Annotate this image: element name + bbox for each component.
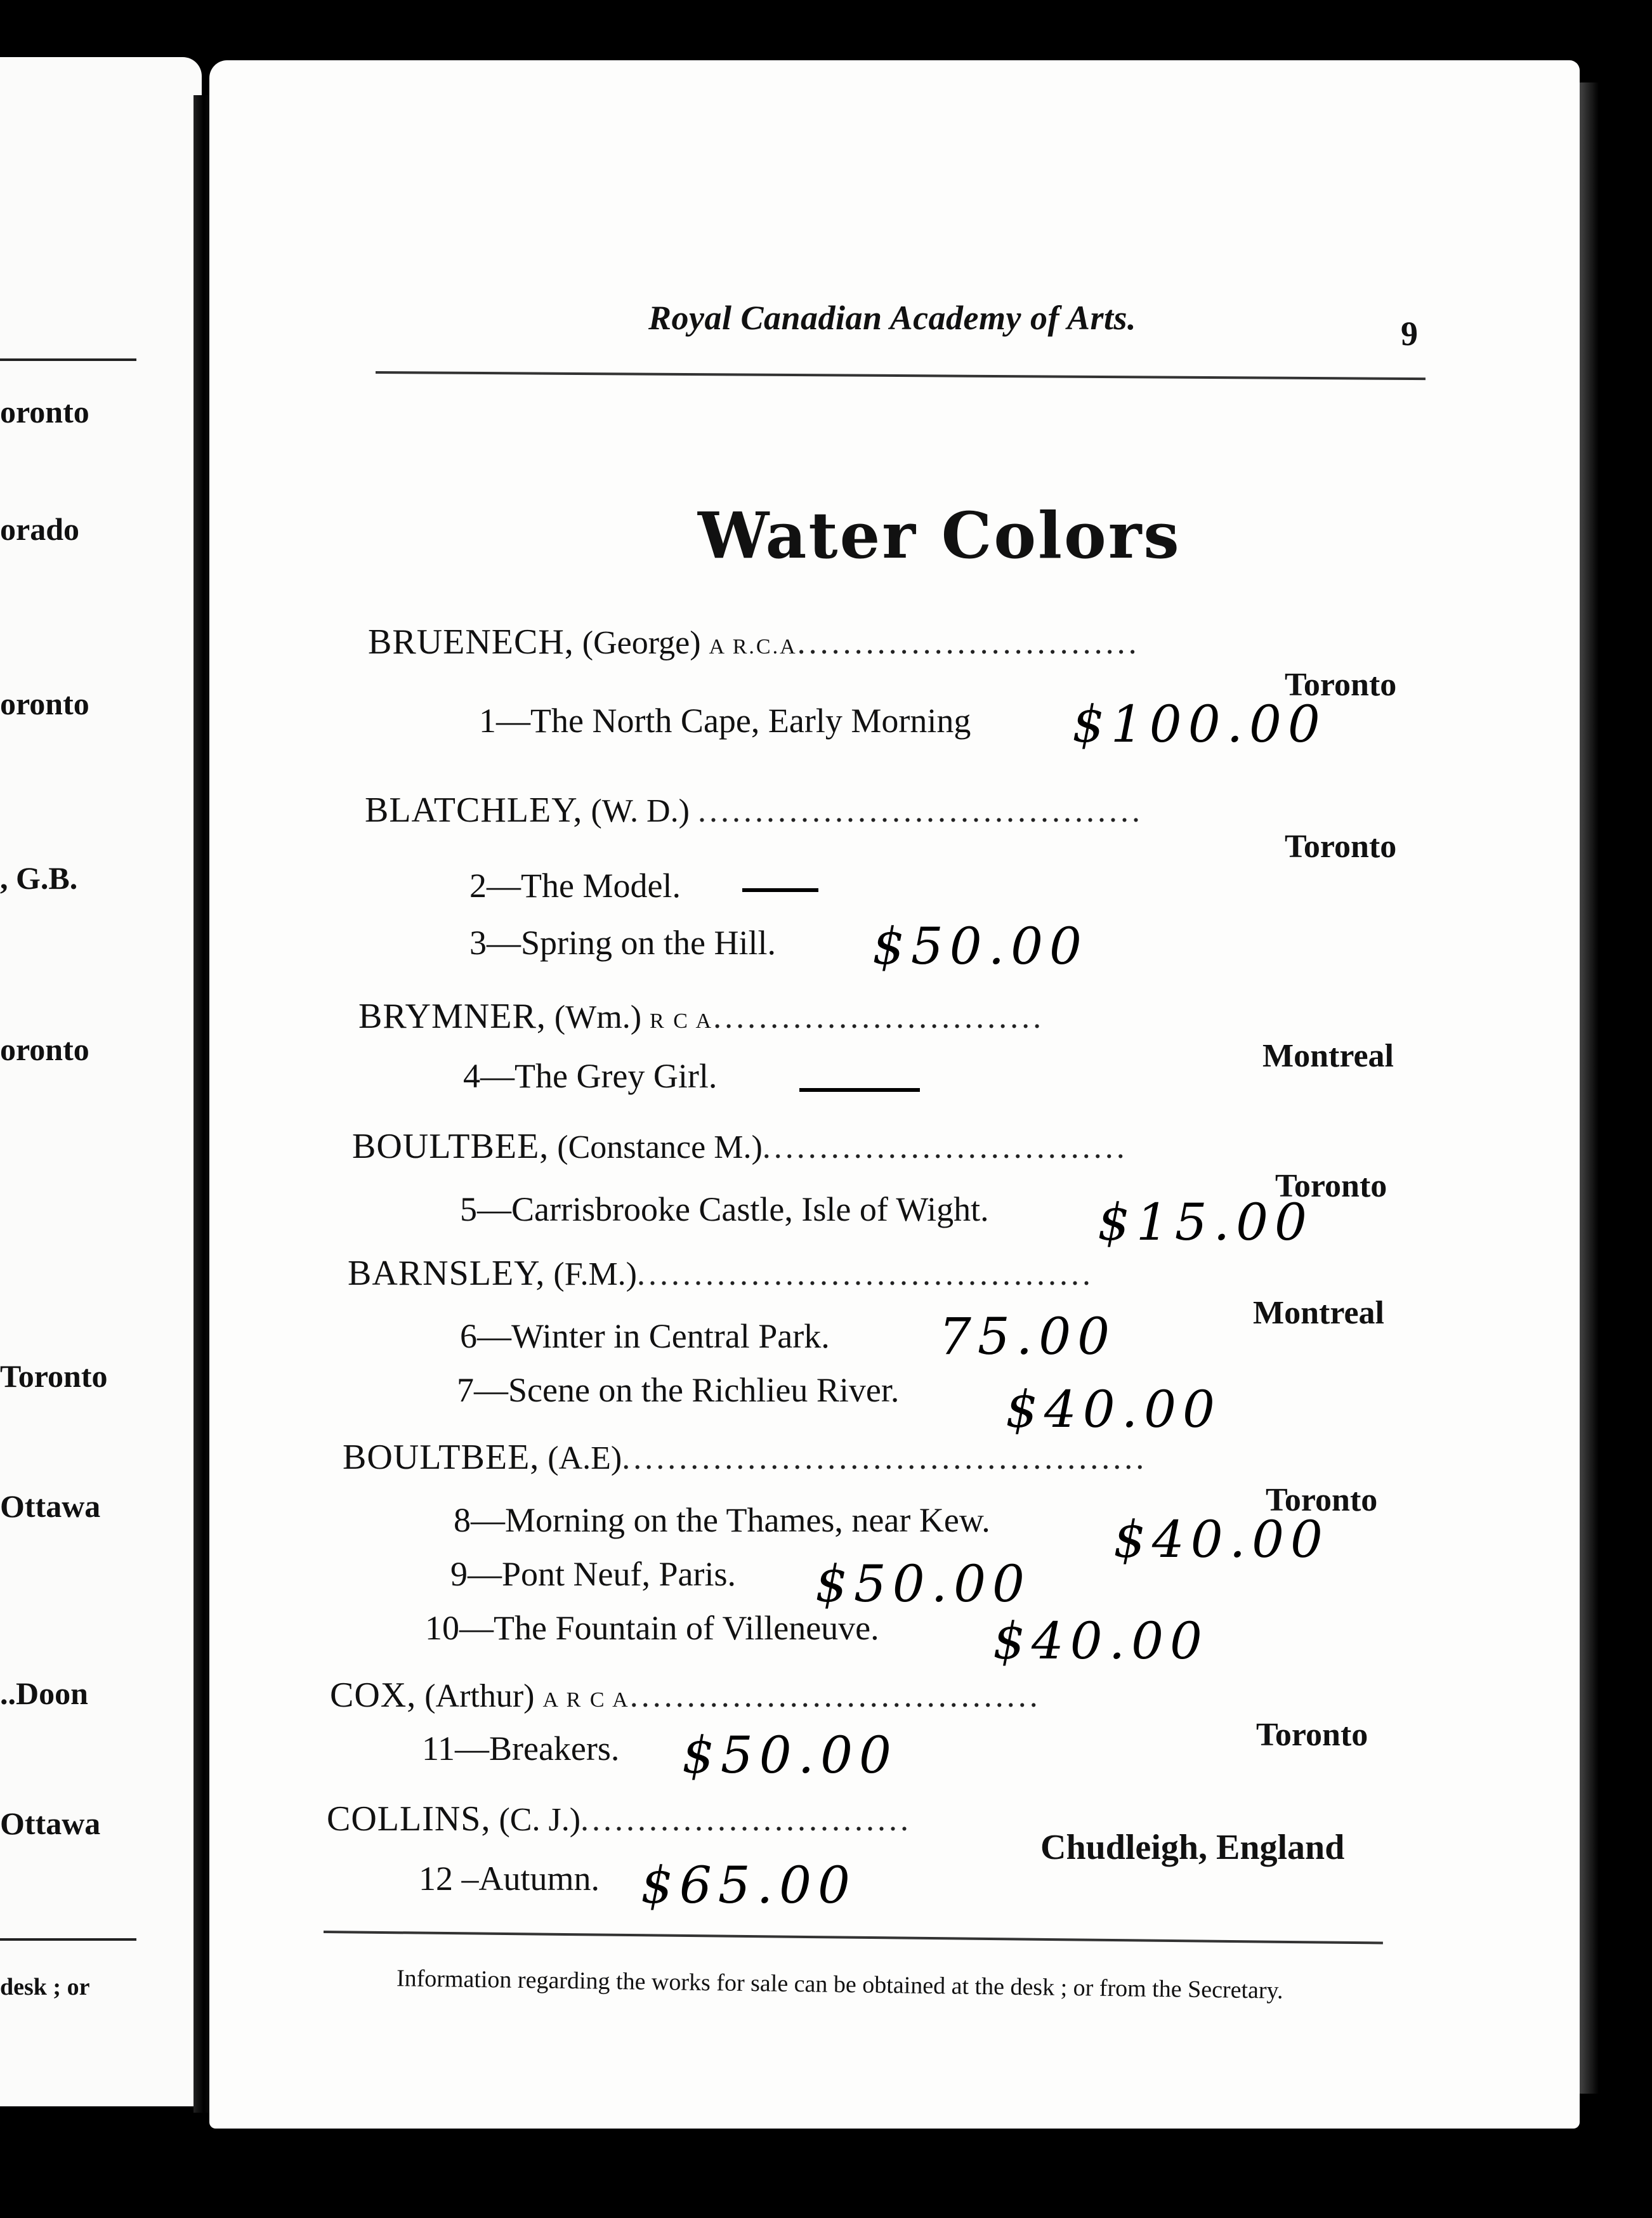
work-title: Pont Neuf, Paris.	[502, 1555, 736, 1593]
artist-name: BARNSLEY,	[348, 1254, 546, 1293]
previous-page-fragment	[0, 57, 202, 2106]
handwritten-price: $50.00	[872, 917, 1088, 976]
artist-city: Montreal	[1253, 1295, 1384, 1331]
left-line: Ottawa	[0, 1488, 101, 1524]
leader-dots: .............................	[580, 1802, 912, 1838]
handwritten-price: $15.00	[1098, 1193, 1313, 1252]
running-head: Royal Canadian Academy of Arts.	[648, 299, 1137, 337]
work-number: 11	[422, 1729, 455, 1768]
artist-city: Chudleigh, England	[1040, 1828, 1345, 1867]
artist-city: Toronto	[1256, 1717, 1368, 1753]
artist-line	[352, 1126, 1128, 1167]
work-number: 12	[419, 1860, 453, 1898]
work-title: Morning on the Thames, near Kew.	[505, 1501, 990, 1539]
work-title: Autumn.	[478, 1860, 600, 1898]
artist-city: Toronto	[1285, 667, 1397, 703]
artist-detail: (Arthur)	[424, 1678, 535, 1714]
artist-detail: (A.E)	[547, 1440, 622, 1476]
handwritten-price: $50.00	[815, 1554, 1031, 1613]
artist-city: Montreal	[1262, 1038, 1394, 1074]
work-number: 5	[460, 1190, 477, 1228]
catalogue-page	[209, 60, 1580, 2129]
artist-detail: (Constance M.)	[557, 1129, 763, 1165]
leader-dots: ........................................	[637, 1256, 1094, 1292]
artist-rank: A R C A	[542, 1688, 630, 1712]
artist-detail: (C. J.)	[499, 1802, 581, 1838]
work-title: The Fountain of Villeneuve.	[494, 1609, 879, 1647]
artist-name: COLLINS,	[327, 1799, 491, 1839]
artist-rank: A R.C.A	[709, 635, 797, 659]
left-line: orado	[0, 511, 79, 547]
handwritten-price: $100.00	[1072, 695, 1327, 754]
left-rule-bottom	[0, 1938, 136, 1941]
not-for-sale-dash	[742, 888, 818, 892]
section-title: Water Colors	[698, 498, 1181, 573]
artist-name: COX,	[330, 1676, 417, 1715]
handwritten-price: 75.00	[939, 1307, 1117, 1366]
artist-line	[327, 1799, 912, 1839]
work-title: Breakers.	[489, 1729, 620, 1768]
artist-detail: (W. D.)	[591, 793, 690, 829]
leader-dots: .......................................	[697, 793, 1143, 829]
handwritten-price: $65.00	[641, 1856, 856, 1915]
page-number: 9	[1401, 315, 1418, 353]
footer-rule	[324, 1931, 1383, 1944]
work-line: 10—The Fountain of Villeneuve.	[425, 1609, 879, 1647]
work-line: 1—The North Cape, Early Morning	[479, 702, 971, 740]
artist-line	[343, 1437, 1147, 1478]
work-line: 4—The Grey Girl.	[463, 1057, 718, 1095]
left-line: Ottawa	[0, 1806, 101, 1841]
artist-name: BOULTBEE,	[352, 1127, 549, 1166]
handwritten-price: $40.00	[1006, 1380, 1221, 1439]
work-title: Carrisbrooke Castle, Isle of Wight.	[511, 1190, 989, 1228]
artist-line	[330, 1675, 1041, 1716]
work-line: 8—Morning on the Thames, near Kew.	[454, 1501, 990, 1539]
leader-dots: ..............................	[797, 625, 1140, 661]
artist-city: Toronto	[1275, 1168, 1387, 1204]
artist-detail: (George)	[582, 625, 701, 661]
work-title: Spring on the Hill.	[521, 924, 776, 962]
work-line: 7—Scene on the Richlieu River.	[457, 1371, 900, 1409]
work-line: 9—Pont Neuf, Paris.	[450, 1555, 736, 1593]
work-number: 1	[479, 702, 496, 740]
left-line: , G.B.	[0, 860, 78, 896]
artist-name: BLATCHLEY,	[365, 791, 583, 830]
artist-detail: (Wm.)	[554, 999, 642, 1035]
work-line: 5—Carrisbrooke Castle, Isle of Wight.	[460, 1190, 989, 1228]
left-line: Toronto	[0, 1358, 108, 1394]
artist-line	[368, 622, 1140, 662]
page-edge-shadow	[1580, 82, 1599, 2094]
header-rule	[376, 371, 1426, 380]
work-number: 8	[454, 1501, 471, 1539]
artist-rank: R C A	[650, 1009, 714, 1033]
artist-city: Toronto	[1266, 1482, 1378, 1518]
left-line: desk ; or	[0, 1974, 90, 2000]
leader-dots: ....................................	[629, 1678, 1041, 1714]
work-number: 3	[469, 924, 487, 962]
work-number: 6	[460, 1317, 477, 1355]
left-line: oronto	[0, 394, 89, 430]
left-line: oronto	[0, 686, 89, 721]
artist-line	[358, 996, 1044, 1037]
leader-dots: ................................	[762, 1129, 1128, 1165]
work-line: 11—Breakers.	[422, 1729, 620, 1768]
leader-dots: .............................	[713, 999, 1045, 1035]
work-title: Winter in Central Park.	[511, 1317, 830, 1355]
artist-city: Toronto	[1285, 829, 1397, 865]
artist-line	[365, 790, 1143, 830]
work-line: 2—The Model.	[469, 867, 681, 905]
work-number: 10	[425, 1609, 459, 1647]
work-number: 7	[457, 1371, 474, 1409]
work-title: Scene on the Richlieu River.	[508, 1371, 900, 1409]
left-line: ..Doon	[0, 1676, 88, 1711]
artist-name: BRUENECH,	[368, 622, 574, 662]
left-rule-top	[0, 358, 136, 361]
left-line: oronto	[0, 1032, 89, 1067]
work-line: 3—Spring on the Hill.	[469, 924, 776, 962]
artist-detail: (F.M.)	[553, 1256, 637, 1292]
handwritten-price: $40.00	[1113, 1510, 1329, 1569]
artist-line	[348, 1253, 1094, 1294]
artist-name: BRYMNER,	[358, 997, 546, 1036]
work-title: The North Cape, Early Morning	[530, 702, 971, 740]
artist-name: BOULTBEE,	[343, 1438, 540, 1477]
work-line: 12 –Autumn.	[419, 1860, 600, 1898]
footnote: Information regarding the works for sale can be obtained at the desk ; or from the Secretary.	[396, 1965, 1283, 2004]
work-title: The Model.	[521, 867, 681, 905]
handwritten-price: $50.00	[682, 1726, 898, 1785]
work-number: 2	[469, 867, 487, 905]
work-number: 4	[463, 1057, 480, 1095]
not-for-sale-dash	[799, 1088, 920, 1092]
work-number: 9	[450, 1555, 468, 1593]
work-line: 6—Winter in Central Park.	[460, 1317, 830, 1355]
leader-dots: ..............................................	[622, 1440, 1148, 1476]
handwritten-price: $40.00	[993, 1611, 1209, 1670]
work-title: The Grey Girl.	[515, 1057, 718, 1095]
